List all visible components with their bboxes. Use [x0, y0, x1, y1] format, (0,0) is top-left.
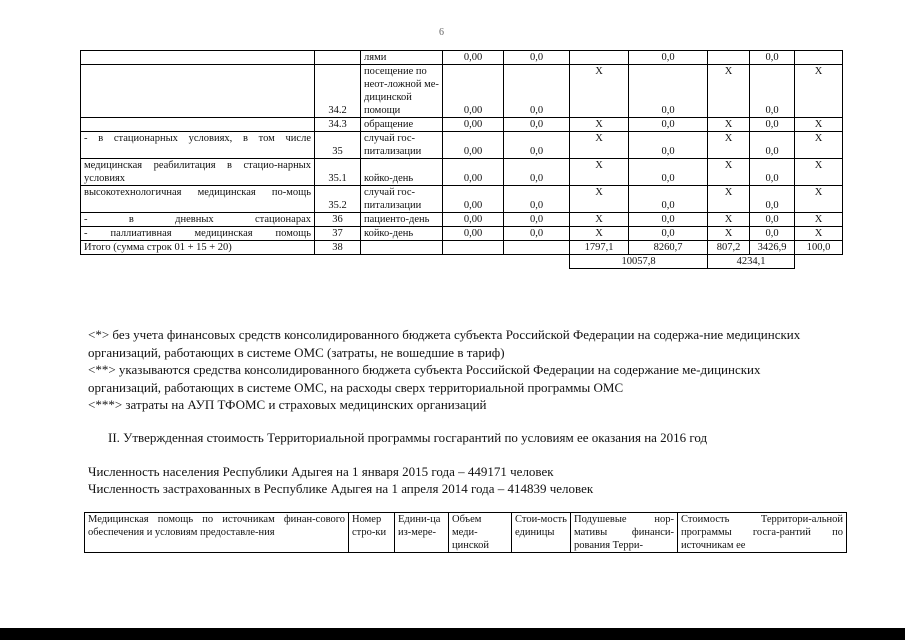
cell-unit-cost: [504, 241, 570, 255]
cell-oms-cost: 0,0: [750, 118, 795, 132]
row-number: 37: [315, 227, 361, 241]
row-unit: лями: [361, 51, 443, 65]
header-unit-cost: Стои-мость единицы: [512, 513, 571, 553]
header-unit: Едини-ца из-мере-: [395, 513, 449, 553]
cell-oms-norm: 0,0: [629, 227, 708, 241]
cell-volume: 0,00: [443, 65, 504, 118]
header-row-number: Номер стро-ки: [349, 513, 395, 553]
row-unit: случай гос-питализации: [361, 186, 443, 213]
cell-percent: X: [795, 65, 843, 118]
row-unit: [361, 241, 443, 255]
cell-budget-cost: X: [708, 213, 750, 227]
header-program-cost: Стоимость Территори-альной программы госга-рантий по источникам ее: [678, 513, 847, 553]
table-row: [81, 51, 843, 65]
cell-volume: 0,00: [443, 51, 504, 65]
cell-oms-norm: 0,0: [629, 118, 708, 132]
cell-oms-norm: 0,0: [629, 51, 708, 65]
cell-unit-cost: 0,0: [504, 118, 570, 132]
cell-budget-cost: X: [708, 118, 750, 132]
cost-by-conditions-table: [84, 512, 847, 553]
cell-unit-cost: 0,0: [504, 186, 570, 213]
table-row: [81, 186, 843, 213]
page-number: 6: [439, 27, 444, 38]
row-name: [81, 51, 315, 65]
scan-edge: [0, 628, 905, 640]
row-number: [315, 51, 361, 65]
cell-oms-norm: 0,0: [629, 65, 708, 118]
cell-unit-cost: 0,0: [504, 132, 570, 159]
cell-budget-norm: [570, 51, 629, 65]
footnote-2: <**> указываются средства консолидированного бюджета субъекта Российской Федерации на содержание ме-дицинских организаций, работающих в системе ОМС, на расходы сверх территориальной программы ОМС: [88, 362, 761, 395]
cell-budget-cost: [708, 51, 750, 65]
cell-oms-cost: 0,0: [750, 227, 795, 241]
row-unit: койко-день: [361, 159, 443, 186]
cell-budget-norm: X: [570, 213, 629, 227]
cell-unit-cost: 0,0: [504, 51, 570, 65]
cell-percent: X: [795, 213, 843, 227]
cell-percent: 100,0: [795, 241, 843, 255]
cell-oms-cost: 0,0: [750, 159, 795, 186]
table2-header-row: [85, 513, 847, 553]
row-name: [81, 65, 315, 118]
cell-percent: X: [795, 227, 843, 241]
table-row: [81, 227, 843, 241]
cell-budget-cost: X: [708, 132, 750, 159]
footnotes: [88, 326, 818, 414]
cell-oms-norm: 0,0: [629, 186, 708, 213]
cell-oms-cost: 0,0: [750, 213, 795, 227]
row-name: [81, 118, 315, 132]
cell-budget-cost: X: [708, 186, 750, 213]
cell-oms-cost: 0,0: [750, 132, 795, 159]
cell-budget-norm: X: [570, 132, 629, 159]
table-row: [81, 65, 843, 118]
row-number: 36: [315, 213, 361, 227]
section-title: II. Утвержденная стоимость Территориальной программы госгарантий по условиям ее оказания на 2016 год: [108, 430, 708, 445]
row-number: 35: [315, 132, 361, 159]
cell-unit-cost: 0,0: [504, 227, 570, 241]
cell-oms-cost: 0,0: [750, 186, 795, 213]
row-number: 35.1: [315, 159, 361, 186]
cell-oms-norm: 0,0: [629, 159, 708, 186]
cell-oms-cost: 0,0: [750, 65, 795, 118]
row-name: - в дневных стационарах: [81, 213, 315, 227]
row-name: - в стационарных условиях, в том числе: [81, 132, 315, 159]
row-name: высокотехнологичная медицинская по-мощь: [81, 186, 315, 213]
cell-budget-norm: X: [570, 118, 629, 132]
insured-line: Численность застрахованных в Республике Адыгея на 1 апреля 2014 года – 414839 человек: [88, 481, 594, 496]
subtotal-row: [81, 255, 843, 269]
cell-budget-cost: X: [708, 65, 750, 118]
row-name: - паллиативная медицинская помощь: [81, 227, 315, 241]
cell-percent: X: [795, 118, 843, 132]
cell-budget-norm: X: [570, 159, 629, 186]
population-line: Численность населения Республики Адыгея на 1 января 2015 года – 449171 человек: [88, 464, 554, 479]
cell-volume: 0,00: [443, 132, 504, 159]
row-number: 38: [315, 241, 361, 255]
subtotal-budget: 10057,8: [570, 255, 708, 269]
header-per-capita: Подушевые нор-мативы финанси-рования Терри-: [571, 513, 678, 553]
cell-volume: 0,00: [443, 159, 504, 186]
row-unit: посещение по неот-ложной ме-дицинской помощи: [361, 65, 443, 118]
population-info: [88, 463, 593, 497]
header-medical-care: Медицинская помощь по источникам финан-сового обеспечения и условиям предоставле-ния: [85, 513, 349, 553]
cell-oms-norm: 8260,7: [629, 241, 708, 255]
cell-budget-cost: X: [708, 227, 750, 241]
cell-percent: X: [795, 186, 843, 213]
row-unit: случай гос-питализации: [361, 132, 443, 159]
cell-budget-norm: X: [570, 227, 629, 241]
cell-volume: 0,00: [443, 213, 504, 227]
cell-percent: X: [795, 159, 843, 186]
subtotal-oms: 4234,1: [708, 255, 795, 269]
footnote-1: <*> без учета финансовых средств консолидированного бюджета субъекта Российской Федерации на содержа-ние медицинских организаций, работающих в системе ОМС (затраты, не вошедшие в тариф): [88, 327, 801, 360]
cell-percent: X: [795, 132, 843, 159]
cell-budget-norm: 1797,1: [570, 241, 629, 255]
cell-oms-cost: 0,0: [750, 51, 795, 65]
cell-unit-cost: 0,0: [504, 65, 570, 118]
cell-oms-norm: 0,0: [629, 132, 708, 159]
cell-oms-cost: 3426,9: [750, 241, 795, 255]
cell-volume: 0,00: [443, 186, 504, 213]
row-number: 34.2: [315, 65, 361, 118]
cell-budget-norm: X: [570, 65, 629, 118]
table-row: [81, 213, 843, 227]
cost-table: [80, 50, 843, 269]
cell-unit-cost: 0,0: [504, 159, 570, 186]
table-row: [81, 132, 843, 159]
table-row: [81, 241, 843, 255]
header-volume: Объем меди-цинской: [449, 513, 512, 553]
row-unit: обращение: [361, 118, 443, 132]
row-unit: койко-день: [361, 227, 443, 241]
cell-volume: 0,00: [443, 227, 504, 241]
cell-budget-cost: X: [708, 159, 750, 186]
cell-budget-cost: 807,2: [708, 241, 750, 255]
table-row: [81, 118, 843, 132]
cell-budget-norm: X: [570, 186, 629, 213]
row-number: 35.2: [315, 186, 361, 213]
row-unit: пациенто-день: [361, 213, 443, 227]
cell-volume: [443, 241, 504, 255]
table-row: [81, 159, 843, 186]
footnote-3: <***> затраты на АУП ТФОМС и страховых медицинских организаций: [88, 397, 487, 412]
cell-percent: [795, 51, 843, 65]
cell-unit-cost: 0,0: [504, 213, 570, 227]
cell-oms-norm: 0,0: [629, 213, 708, 227]
cell-volume: 0,00: [443, 118, 504, 132]
row-number: 34.3: [315, 118, 361, 132]
row-name: Итого (сумма строк 01 + 15 + 20): [81, 241, 315, 255]
row-name: медицинская реабилитация в стацио-нарных условиях: [81, 159, 315, 186]
